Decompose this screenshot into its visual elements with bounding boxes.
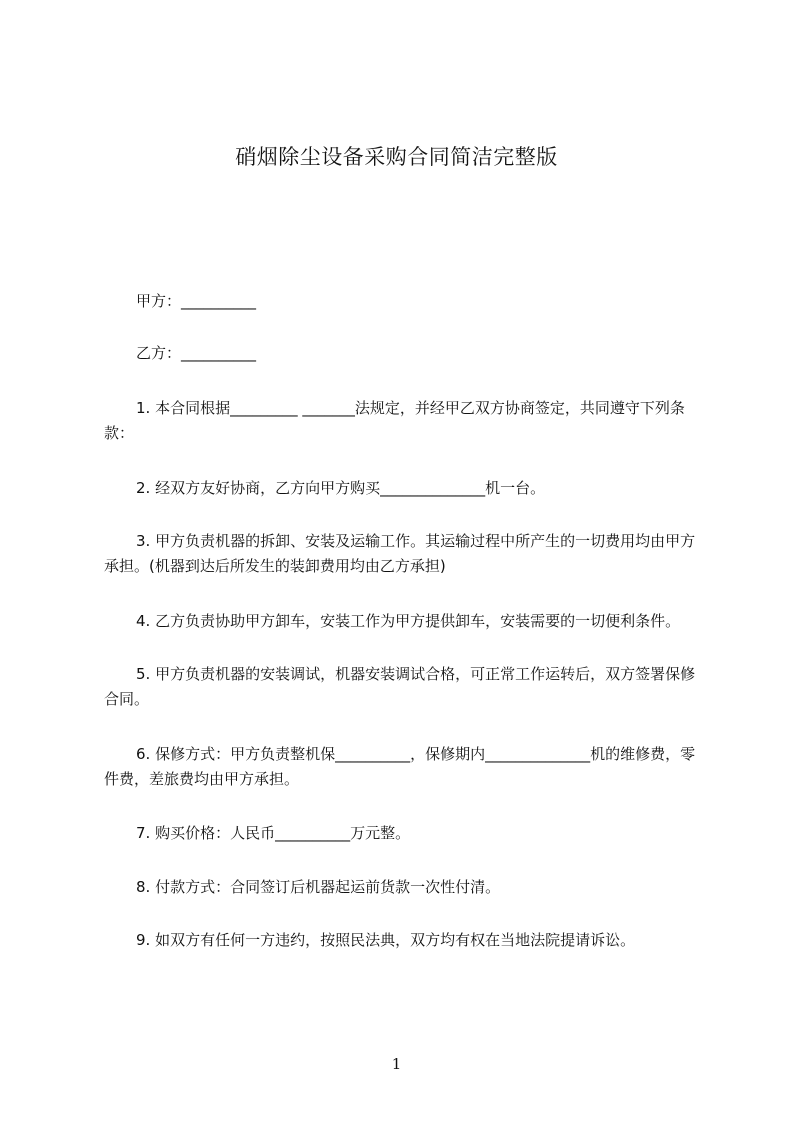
- clause-1: 1. 本合同根据_________ _______法规定，并经甲乙双方协商签定，共同遵守下列条款：: [104, 399, 685, 442]
- party-b-line: 乙方：__________: [136, 344, 257, 362]
- clause-4: 4. 乙方负责协助甲方卸车，安装工作为甲方提供卸车，安装需要的一切便利条件。: [136, 612, 681, 630]
- clause-2: 2. 经双方友好协商，乙方向甲方购买______________机一台。: [136, 479, 546, 497]
- clause-5: 5. 甲方负责机器的安装调试，机器安装调试合格，可正常工作运转后，双方签署保修合同。: [104, 665, 696, 708]
- clause-3: 3. 甲方负责机器的拆卸、安装及运输工作。其运输过程中所产生的一切费用均由甲方承担。(机器到达后所发生的装卸费用均由乙方承担): [104, 532, 696, 575]
- clause-6: 6. 保修方式：甲方负责整机保__________，保修期内______________机的维修费，零件费，差旅费均由甲方承担。: [104, 745, 696, 788]
- clause-8: 8. 付款方式：合同签订后机器起运前货款一次性付清。: [136, 878, 501, 896]
- clause-9: 9. 如双方有任何一方违约，按照民法典，双方均有权在当地法院提请诉讼。: [136, 931, 636, 949]
- clause-7: 7. 购买价格：人民币__________万元整。: [136, 824, 411, 842]
- document-title: 硝烟除尘设备采购合同简洁完整版: [235, 145, 558, 169]
- page-number: 1: [391, 1055, 402, 1073]
- party-a-line: 甲方：__________: [136, 292, 257, 310]
